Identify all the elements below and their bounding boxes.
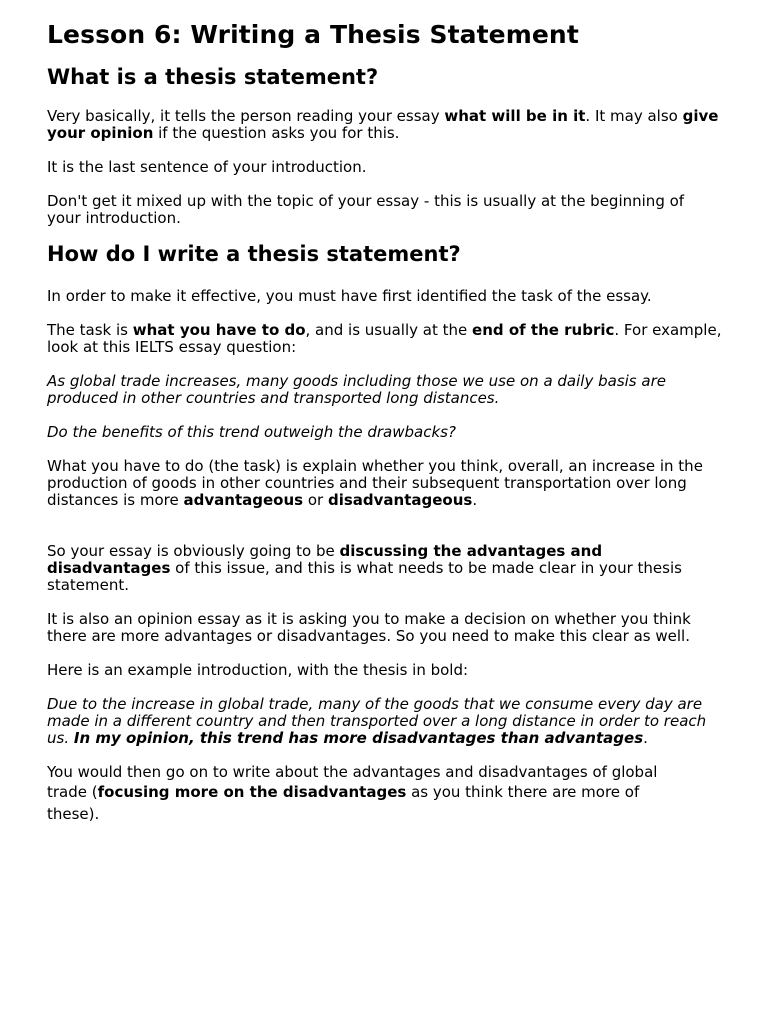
lesson-title: Lesson 6: Writing a Thesis Statement: [47, 20, 579, 49]
text: So your essay is obviously going to be: [47, 542, 340, 560]
text: You would then go on to write about the advantages and disadvantages of global: [47, 763, 658, 781]
bold-text: end of the rubric: [472, 321, 615, 339]
paragraph-next-steps: [47, 764, 722, 825]
bold-text: what will be in it: [444, 107, 586, 125]
paragraph-opinion-essay: It is also an opinion essay as it is asking you to make a decision on whether you think there are more advantages or disadvantages. So you need to make this clear as well.: [47, 610, 691, 645]
bold-text: focusing more on the disadvantages: [97, 783, 407, 801]
section-heading-what: What is a thesis statement?: [47, 65, 379, 89]
paragraph-task-definition: [47, 322, 722, 356]
bold-text: discussing the advantages and disadvantages: [47, 542, 603, 577]
text: or: [303, 491, 328, 509]
text: .: [472, 491, 478, 509]
bold-text: advantageous: [183, 491, 304, 509]
text: .: [643, 729, 648, 747]
essay-question-statement: As global trade increases, many goods including those we use on a daily basis are produced in other countries and transported long distances.: [47, 372, 666, 407]
text: . It may also: [585, 107, 683, 125]
text: if the question asks you for this.: [153, 124, 400, 142]
essay-question-prompt: Do the benefits of this trend outweigh the drawbacks?: [47, 423, 456, 441]
paragraph-task-explanation: [47, 458, 722, 509]
text: , and is usually at the: [305, 321, 473, 339]
thesis-bold-text: In my opinion, this trend has more disadvantages than advantages: [73, 729, 644, 747]
text: . For example, look at this IELTS essay question:: [47, 321, 722, 356]
paragraph-example-intro: Here is an example introduction, with the thesis in bold:: [47, 661, 469, 679]
paragraph-identify-task: In order to make it effective, you must have first identified the task of the essay.: [47, 287, 652, 305]
text: these).: [47, 805, 100, 823]
text: as you think there are more of: [406, 783, 640, 801]
bold-text: what you have to do: [132, 321, 306, 339]
text: The task is: [47, 321, 133, 339]
section-heading-how: How do I write a thesis statement?: [47, 242, 461, 266]
bold-text: disadvantageous: [327, 491, 473, 509]
paragraph-essay-focus: [47, 543, 722, 594]
bold-text: give your opinion: [47, 107, 719, 142]
text: trade (: [47, 783, 98, 801]
text: Due to the increase in global trade, many of the goods that we consume every day are made in a different country and then transported over a long distance in order to reach us.: [47, 695, 707, 747]
paragraph-topic-warning: Don't get it mixed up with the topic of your essay - this is usually at the beginning of your introduction.: [47, 192, 685, 227]
example-introduction: [47, 696, 722, 747]
text: of this issue, and this is what needs to be made clear in your thesis statement.: [47, 559, 682, 594]
paragraph-last-sentence: It is the last sentence of your introduction.: [47, 158, 367, 176]
paragraph-definition: [47, 108, 722, 142]
text: Very basically, it tells the person reading your essay: [47, 107, 445, 125]
text: What you have to do (the task) is explain whether you think, overall, an increase in the production of goods in other countries and their subsequent transportation over long distances is more: [47, 457, 703, 509]
